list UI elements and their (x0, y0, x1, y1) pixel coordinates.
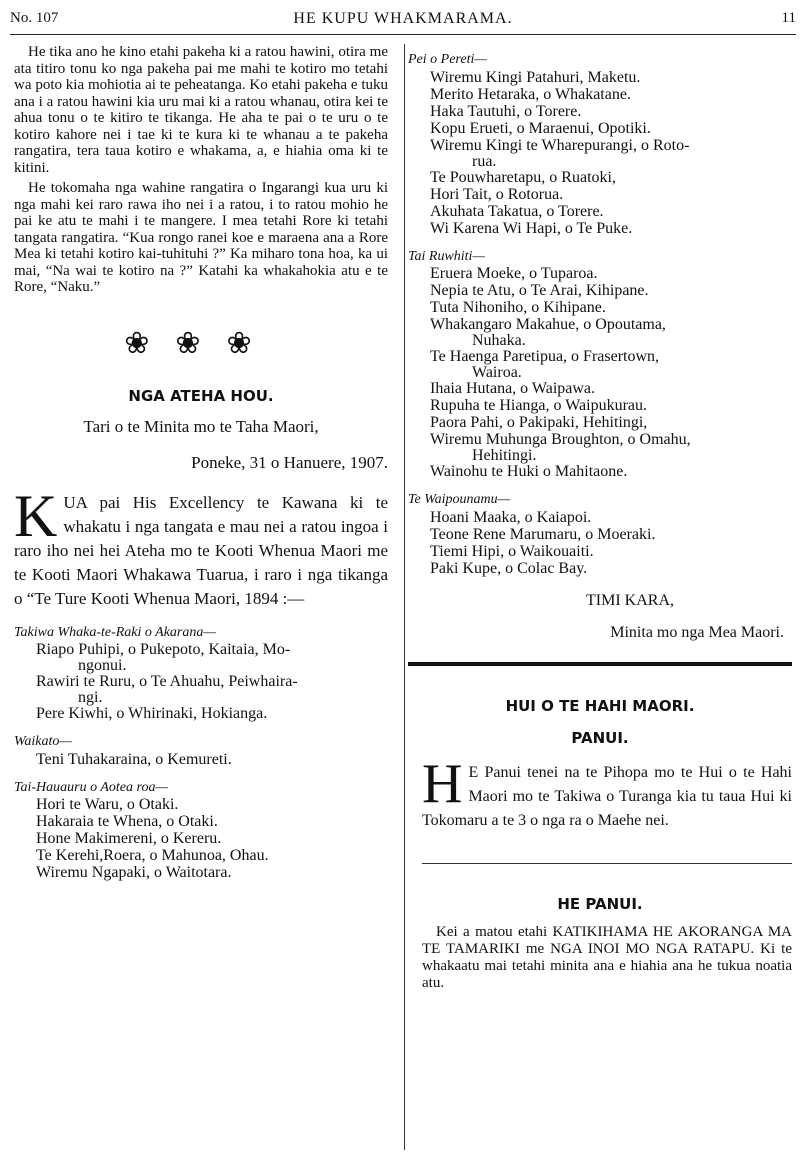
panui-heading: PANUI. (571, 729, 629, 747)
office-line: Tari o te Minita mo te Taha Maori, (83, 416, 319, 436)
appointee-entry: Akuhata Takatua, o Torere. (430, 202, 604, 220)
appointee-entry: Riapo Puhipi, o Pukepoto, Kaitaia, Mo- (36, 641, 291, 658)
hui-heading: HUI O TE HAHI MAORI. (505, 696, 695, 715)
left-column (14, 44, 388, 881)
he-panui-heading: HE PANUI. (557, 894, 643, 913)
appointee-entry: Teone Rene Marumaru, o Moeraki. (430, 525, 656, 543)
district-title: Pei o Pereti— (408, 52, 487, 67)
section-heading: NGA ATEHA HOU. (128, 387, 274, 405)
appointee-entry: Tuta Nihoniho, o Kihipane. (430, 299, 606, 316)
page-title: HE KUPU WHAKMARAMA. (293, 10, 513, 27)
signature-title: Minita mo nga Mea Maori. (610, 624, 784, 641)
right-column (408, 52, 792, 992)
appointee-entry: Hone Makimereni, o Kereru. (36, 830, 222, 847)
ornament: ❀❀❀ (124, 326, 278, 360)
appointee-list (408, 52, 792, 577)
appointee-entry: Nepia te Atu, o Te Arai, Kihipane. (430, 282, 649, 299)
issue-number: No. 107 (10, 10, 59, 26)
notice-paragraph (14, 482, 388, 611)
district-title: Takiwa Whaka-te-Raki o Akarana— (14, 624, 216, 640)
appointee-entry-continued: Nuhaka. (472, 332, 526, 349)
appointee-entry: Wiremu Muhunga Broughton, o Omahu, (430, 431, 691, 448)
appointee-entry: Rawiri te Ruru, o Te Ahuahu, Peiwhaira- (36, 673, 298, 690)
appointee-entry: Pere Kiwhi, o Whirinaki, Hokianga. (36, 705, 268, 722)
section-rule (408, 662, 792, 666)
appointee-entry: Eruera Moeke, o Tuparoa. (430, 265, 598, 282)
panui-text: E Panui tenei na te Pihopa mo te Hui o te Hahi Maori mo te Takiwa o Turanga kia tu taua Hui ki Tokomaru a te 3 o nga ra o Maehe nei. (422, 763, 792, 829)
panui-paragraph (408, 752, 792, 833)
section-rule (422, 863, 792, 864)
paragraph: He tika ano he kino etahi pakeha ki a ratou hawini, otira me ata titiro tonu ko nga pakeha pai me mahi te kotiro mo tetahi wa poto kia mohiotia ai te peheatanga. Ko etahi pakeha e tuku ana i a ratou hawini kia uru mai ki a ratou whanau, otira kei te ahua tonu o te kitiro te tikanga. He aha te pai o te uru o te kotiro kahore nei i tae ki te kura ki te whanau a te pakeha rangatira, tera taua kotiro e whakama, a, e hiahia oma ki te kitini. (14, 44, 388, 176)
appointee-entry-continued: ngonui. (78, 657, 127, 674)
drop-cap: K (14, 482, 58, 549)
appointee-entry: Wi Karena Wi Hapi, o Te Puke. (430, 219, 633, 237)
appointee-entry: Wainohu te Huki o Mahitaone. (430, 463, 628, 480)
appointee-entry: Te Kerehi,Roera, o Mahunoa, Ohau. (36, 847, 269, 864)
appointee-entry: Whakangaro Makahue, o Opoutama, (430, 316, 666, 333)
drop-cap: H (422, 752, 463, 815)
appointee-entry: Rupuha te Hianga, o Waipukurau. (430, 397, 648, 414)
appointee-entry-continued: Wairoa. (472, 364, 522, 381)
appointee-entry: Ihaia Hutana, o Waipawa. (430, 380, 596, 397)
notice-text: UA pai His Excellency te Kawana ki te whakatu i nga tangata e mau nei a ratou ingoa i raro iho nei hei Ateha mo te Kooti Whenua Maori me te Kooti Maori Whakawa Tuarua, i raro i nga tikanga o “Te Ture Kooti Whenua Maori, 1894 :— (14, 492, 388, 608)
appointee-entry: Tiemi Hipi, o Waikouaiti. (430, 542, 594, 560)
district-title: Tai-Hauauru o Aotea roa— (14, 779, 168, 795)
appointee-entry: Te Haenga Paretipua, o Frasertown, (430, 348, 660, 365)
district-title: Te Waipounamu— (408, 492, 511, 507)
he-panui-text: Kei a matou etahi KATIKIHAMA HE AKORANGA MA TE TAMARIKI me NGA INOI MO NGA RATAPU. Ki te whakaatu mai tetahi minita ana e hiahia ana he tukua noatia atu. (422, 924, 792, 991)
page-header (10, 6, 796, 35)
appointee-entry: Hori Tait, o Rotorua. (430, 185, 564, 203)
appointee-entry-continued: rua. (472, 152, 497, 170)
paragraph: He tokomaha nga wahine rangatira o Ingarangi kua uru ki nga mahi kei raro rawa iho nei i a ratou, i to ratou mohio he pai ke atu te mahi i te mangere. I mea tetahi Rore ki tetahi tangata rangatira. “Kua rongo ranei koe e maraena ana a Rore Mea ki tetahi kotiro kai-tuhituhi ?” Ka miharo tona hoa, ka ui mai, “Na wai te kotiro na ?” Katahi ka whakahokia atu e te Rore, “Naku.” (14, 180, 388, 295)
appointee-entry: Wiremu Kingi te Wharepurangi, o Roto- (430, 136, 690, 154)
appointee-entry: Wiremu Ngapaki, o Waitotara. (36, 864, 232, 881)
appointee-entry: Kopu Erueti, o Maraenui, Opotiki. (430, 119, 651, 137)
appointee-list (14, 625, 388, 882)
district-title: Tai Ruwhiti— (408, 248, 485, 264)
appointee-entry: Haka Tautuhi, o Torere. (430, 102, 582, 120)
district-title: Waikato— (14, 734, 72, 749)
appointee-entry-continued: ngi. (78, 689, 103, 706)
appointee-entry: Merito Hetaraka, o Whakatane. (430, 85, 631, 103)
signature-name: TIMI KARA, (586, 591, 674, 609)
column-divider (404, 44, 405, 1150)
appointee-entry: Hakaraia te Whena, o Otaki. (36, 813, 218, 830)
appointee-entry: Teni Tuhakaraina, o Kemureti. (36, 750, 232, 768)
appointee-entry: Hori te Waru, o Otaki. (36, 796, 179, 813)
page-number: 11 (781, 10, 796, 26)
appointee-entry: Wiremu Kingi Patahuri, Maketu. (430, 68, 641, 86)
appointee-entry: Te Pouwharetapu, o Ruatoki, (430, 168, 616, 186)
appointee-entry: Paora Pahi, o Pakipaki, Hehitingi, (430, 414, 648, 431)
dateline: Poneke, 31 o Hanuere, 1907. (191, 452, 388, 472)
appointee-entry: Hoani Maaka, o Kaiapoi. (430, 508, 592, 526)
appointee-entry: Paki Kupe, o Colac Bay. (430, 559, 588, 577)
appointee-entry-continued: Hehitingi. (472, 447, 537, 464)
